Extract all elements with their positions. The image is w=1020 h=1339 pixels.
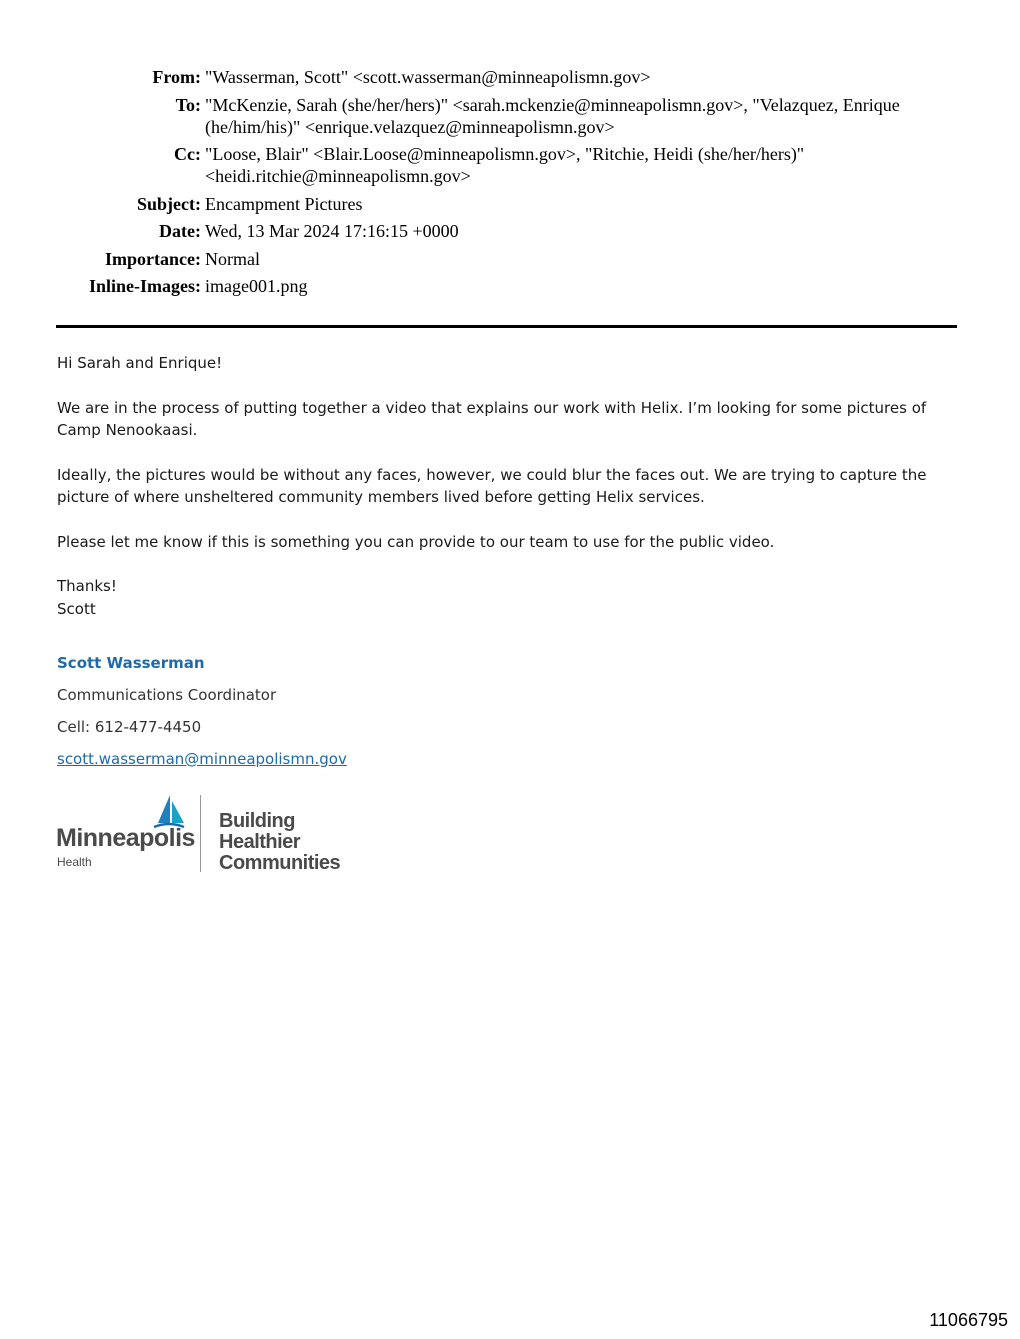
signature-block	[57, 652, 347, 770]
minneapolis-health-logo	[56, 793, 361, 875]
to-label: To:	[175, 94, 201, 115]
logo-separator	[200, 795, 201, 872]
subject-label: Subject:	[137, 193, 201, 214]
importance-value: Normal	[205, 248, 260, 269]
inline-images-label: Inline-Images:	[89, 276, 201, 296]
cc-value: "Loose, Blair" <Blair.Loose@minneapolismn.gov>, "Ritchie, Heidi (she/her/hers)" <heidi.ritchie@minneapolismn.gov>	[205, 144, 805, 186]
header-row-date	[0, 220, 1020, 242]
signature-title: Communications Coordinator	[57, 686, 277, 704]
header-row-subject	[0, 193, 1020, 215]
header-row-from	[0, 66, 1020, 88]
email-header	[0, 66, 1020, 303]
signature-email-link[interactable]: scott.wasserman@minneapolismn.gov	[57, 750, 347, 768]
signature-cell: Cell: 612-477-4450	[57, 718, 202, 736]
closing-text: Thanks!	[57, 577, 117, 595]
document-number: 11066795	[929, 1310, 1008, 1330]
date-label: Date:	[159, 221, 201, 241]
from-value: "Wasserman, Scott" <scott.wasserman@minneapolismn.gov>	[205, 67, 651, 87]
closing	[57, 575, 957, 620]
header-divider	[56, 325, 957, 328]
cc-label: Cc:	[174, 144, 201, 164]
importance-label: Importance:	[105, 248, 201, 269]
closing-name: Scott	[57, 599, 96, 618]
logo-wordmark: Minneapolis	[56, 824, 195, 852]
header-row-cc	[0, 143, 1020, 187]
logo-tagline	[219, 811, 361, 874]
body-paragraph-2: Ideally, the pictures would be without any faces, however, we could blur the faces out. We are trying to capture the picture of where unsheltered community members lived before getting Helix services.	[57, 465, 927, 506]
logo-subtext: Health	[57, 855, 92, 869]
header-row-inline-images	[0, 275, 1020, 297]
email-body	[57, 352, 957, 642]
header-row-to	[0, 94, 1020, 138]
body-paragraph-1: We are in the process of putting together a video that explains our work with Helix. I’m looking for some pictures of Camp Nenookaasi.	[57, 398, 927, 439]
signature-name: Scott Wasserman	[57, 654, 205, 672]
date-value: Wed, 13 Mar 2024 17:16:15 +0000	[205, 221, 459, 241]
logo-tagline-line1: Building Healthier	[219, 810, 301, 853]
from-label: From:	[152, 67, 201, 87]
logo-tagline-line2: Communities	[219, 852, 341, 874]
inline-images-value: image001.png	[205, 276, 308, 296]
body-paragraph-3: Please let me know if this is something you can provide to our team to use for the public video.	[57, 532, 775, 551]
header-row-importance	[0, 248, 1020, 270]
to-value: "McKenzie, Sarah (she/her/hers)" <sarah.mckenzie@minneapolismn.gov>, "Velazquez, Enrique (he/him/his)" <enrique.velazquez@minneapolismn.gov>	[205, 94, 900, 137]
subject-value: Encampment Pictures	[205, 193, 363, 214]
greeting: Hi Sarah and Enrique!	[57, 354, 223, 372]
